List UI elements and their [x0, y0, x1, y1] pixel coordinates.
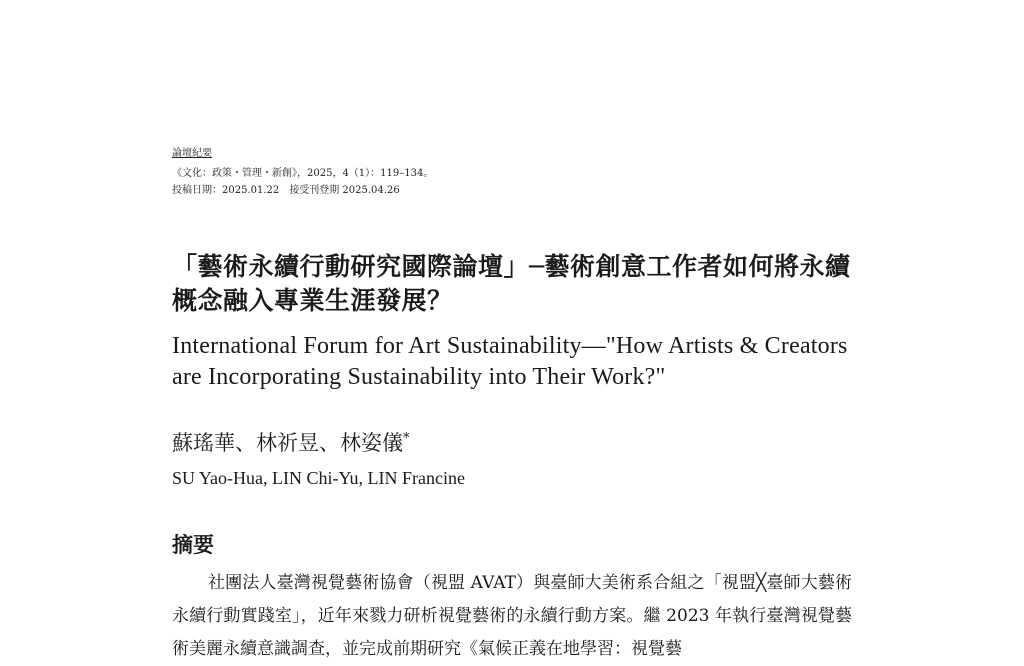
- title-english: International Forum for Art Sustainability—"How Artists & Creators are Incorporating Sustainability into Their Work?": [172, 333, 848, 390]
- abstract-body: 社團法人臺灣視覺藝術協會（視盟 AVAT）與臺師大美術系合組之「視盟╳臺師大藝術永續行動實踐室」，近年來戮力研析視覺藝術的永續行動方案。繼 2023 年執行臺灣視覺藝術美麗永續意識調查，並完成前期研究《氣候正義在地學習：視覺藝: [172, 573, 852, 659]
- title-chinese: 「藝術永續行動研究國際論壇」─藝術創意工作者如何將永續概念融入專業生涯發展？: [172, 252, 851, 315]
- submission-dates: 投稿日期：2025.01.22 接受刊登期 2025.04.26: [172, 185, 400, 196]
- section-label: 論壇紀要: [172, 148, 212, 159]
- citation-line: 《文化：政策・管理・新創》，2025，4（1）：119–134。: [172, 168, 434, 179]
- abstract-heading: 摘要: [172, 532, 214, 557]
- authors-chinese: [172, 428, 410, 458]
- author-footnote-mark: *: [403, 431, 410, 446]
- authors-english: SU Yao-Hua, LIN Chi-Yu, LIN Francine: [172, 468, 465, 488]
- authors-chinese-names: 蘇瑤華、林祈昱、林姿儀: [172, 431, 403, 455]
